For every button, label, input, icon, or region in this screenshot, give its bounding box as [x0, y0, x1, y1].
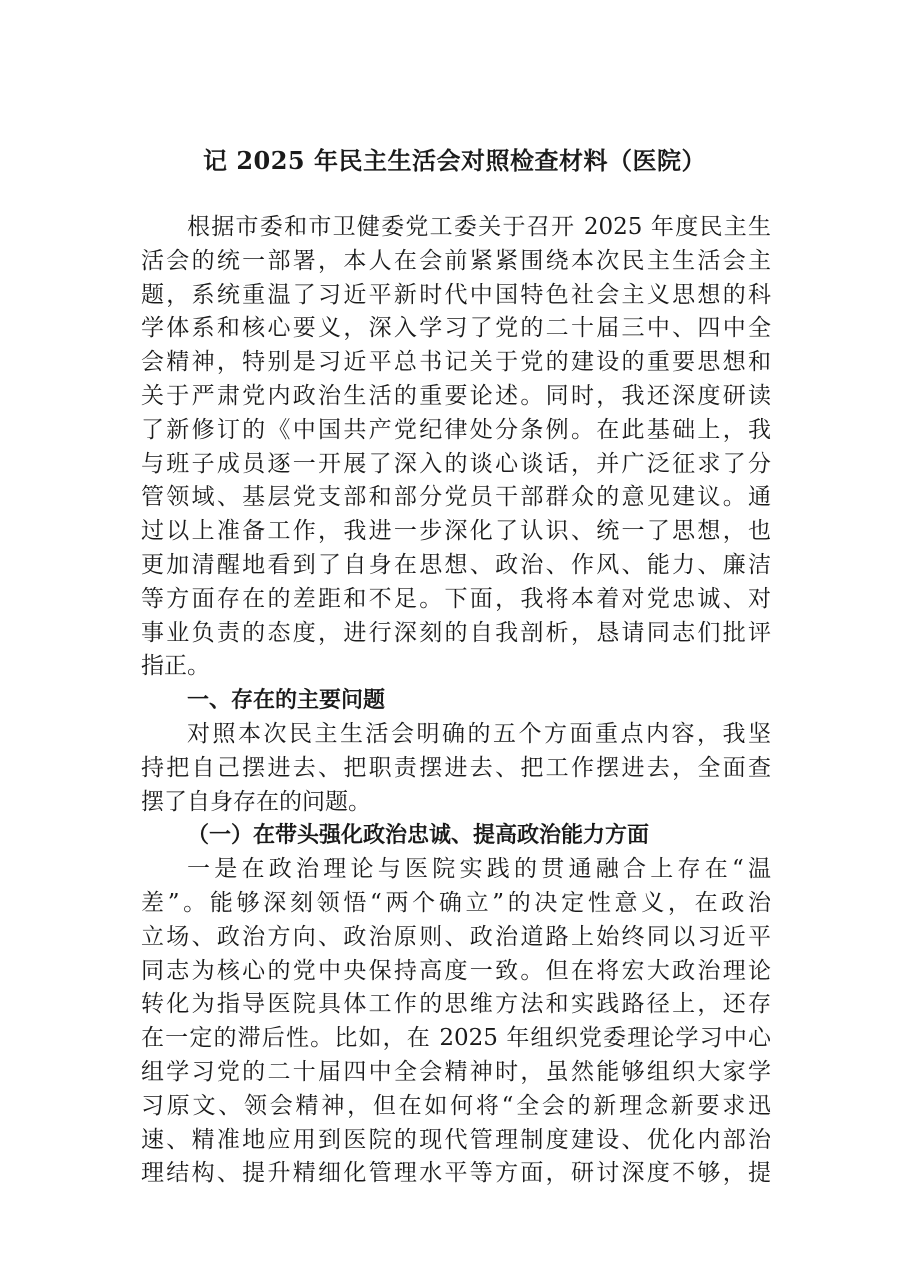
text-line: 理结构、提升精细化管理水平等方面，研讨深度不够，提 [141, 1160, 771, 1187]
section-heading [141, 684, 771, 718]
text-line: 会精神，特别是习近平总书记关于党的建设的重要思想和 [141, 349, 771, 376]
subsection-heading [141, 819, 771, 853]
text-line: 持把自己摆进去、把职责摆进去、把工作摆进去，全面查 [141, 754, 771, 781]
text-line: 题，系统重温了习近平新时代中国特色社会主义思想的科 [141, 281, 771, 308]
document-title: 记 2025 年民主生活会对照检查材料（医院） [202, 146, 706, 175]
text-line: 对照本次民主生活会明确的五个方面重点内容，我坚 [187, 720, 771, 747]
text-line: 根据市委和市卫健委党工委关于召开 2025 年度民主生 [187, 214, 771, 240]
text-line: 转化为指导医院具体工作的思维方法和实践路径上，还存 [141, 991, 771, 1018]
text-line: 一是在政治理论与医院实践的贯通融合上存在“温 [187, 856, 771, 883]
text-line: 管领域、基层党支部和部分党员干部群众的意见建议。通 [141, 484, 771, 511]
text-line: 事业负责的态度，进行深刻的自我剖析，恳请同志们批评 [141, 619, 771, 646]
text-line: 指正。 [141, 653, 210, 680]
body-paragraph [141, 718, 771, 819]
text-line: 差”。能够深刻领悟“两个确立”的决定性意义，在政治 [141, 889, 771, 916]
text-line: 速、精准地应用到医院的现代管理制度建设、优化内部治 [141, 1126, 771, 1153]
text-line: 一、存在的主要问题 [187, 688, 386, 714]
text-line: 活会的统一部署，本人在会前紧紧围绕本次民主生活会主 [141, 247, 771, 274]
text-line: 更加清醒地看到了自身在思想、政治、作风、能力、廉洁 [141, 551, 771, 578]
text-line: 学体系和核心要义，深入学习了党的二十届三中、四中全 [141, 315, 771, 342]
text-line: 同志为核心的党中央保持高度一致。但在将宏大政治理论 [141, 957, 771, 984]
text-line: 组学习党的二十届四中全会精神时，虽然能够组织大家学 [141, 1058, 771, 1085]
text-line: 立场、政治方向、政治原则、政治道路上始终同以习近平 [141, 923, 771, 950]
text-line: （一）在带头强化政治忠诚、提高政治能力方面 [187, 822, 650, 849]
text-line: 与班子成员逐一开展了深入的谈心谈话，并广泛征求了分 [141, 450, 771, 477]
text-line: 习原文、领会精神，但在如何将“全会的新理念新要求迅 [141, 1092, 771, 1119]
text-line: 等方面存在的差距和不足。下面，我将本着对党忠诚、对 [141, 585, 771, 612]
text-line: 摆了自身存在的问题。 [141, 788, 371, 815]
text-line: 过以上准备工作，我进一步深化了认识、统一了思想，也 [141, 518, 771, 545]
body-paragraph [141, 853, 771, 1191]
text-line: 在一定的滞后性。比如，在 2025 年组织党委理论学习中心 [141, 1025, 771, 1052]
document-body [141, 211, 771, 1191]
text-line: 关于严肃党内政治生活的重要论述。同时，我还深度研读 [141, 382, 771, 409]
body-paragraph [141, 211, 771, 684]
text-line: 了新修订的《中国共产党纪律处分条例。在此基础上，我 [141, 416, 771, 443]
